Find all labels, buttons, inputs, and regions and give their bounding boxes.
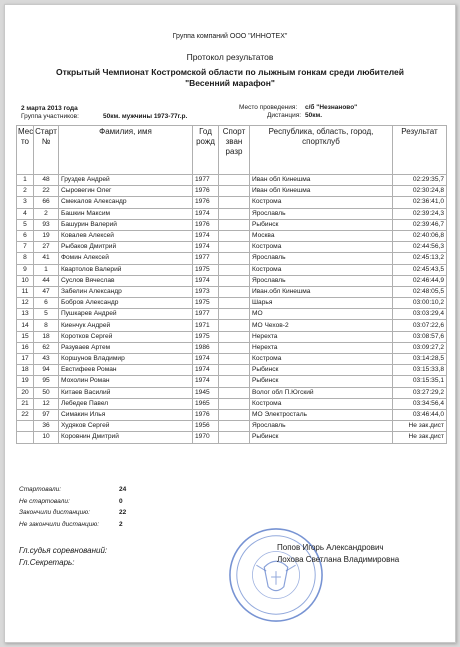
cell-place: 1 [17, 175, 34, 186]
cell-result: 03:03:29,4 [393, 309, 447, 320]
stat-not-started [19, 496, 123, 508]
cell-sport-rank [219, 365, 250, 376]
table-row [17, 432, 447, 443]
cell-name: Квартолов Валерий [59, 264, 193, 275]
cell-start-number: 8 [34, 320, 59, 331]
cell-sport-rank [219, 186, 250, 197]
cell-birth-year: 1976 [193, 186, 219, 197]
stat-label: Стартовали: [19, 486, 62, 493]
cell-start-number: 62 [34, 342, 59, 353]
table-row [17, 264, 447, 275]
cell-sport-rank [219, 219, 250, 230]
table-row [17, 298, 447, 309]
cell-birth-year: 1956 [193, 421, 219, 432]
cell-birth-year: 1974 [193, 376, 219, 387]
group-label: Группа участников: [21, 113, 79, 120]
cell-name: Симакин Илья [59, 409, 193, 420]
cell-place: 2 [17, 186, 34, 197]
table-row [17, 320, 447, 331]
cell-birth-year: 1986 [193, 342, 219, 353]
cell-sport-rank [219, 175, 250, 186]
cell-sport-rank [219, 309, 250, 320]
table-row [17, 175, 447, 186]
cell-birth-year: 1970 [193, 432, 219, 443]
cell-birth-year: 1975 [193, 264, 219, 275]
cell-sport-rank [219, 275, 250, 286]
cell-region: Кострома [250, 354, 393, 365]
col-result: Результат [393, 126, 447, 175]
cell-name: Худяков Сергей [59, 421, 193, 432]
cell-name: Башкин Максим [59, 208, 193, 219]
cell-region: Рыбинск [250, 219, 393, 230]
cell-name: Киенчук Андрей [59, 320, 193, 331]
cell-result: 02:44:56,3 [393, 242, 447, 253]
summary-stats [19, 484, 127, 530]
cell-result: 02:36:41,0 [393, 197, 447, 208]
cell-start-number: 43 [34, 354, 59, 365]
cell-region: Москва [250, 230, 393, 241]
cell-result: 03:07:22,6 [393, 320, 447, 331]
cell-result: 02:30:24,8 [393, 186, 447, 197]
event-title: Открытый Чемпионат Костромской области по лыжным гонкам среди любителей "Весенний марафон" [56, 67, 404, 88]
cell-result: 02:45:13,2 [393, 253, 447, 264]
cell-result: 03:14:28,5 [393, 354, 447, 365]
cell-name: Пушкарев Андрей [59, 309, 193, 320]
cell-name: Бобров Александр [59, 298, 193, 309]
stat-value: 0 [119, 497, 123, 505]
cell-place: 22 [17, 409, 34, 420]
cell-name: Сыровегин Олег [59, 186, 193, 197]
cell-name: Коротков Сергей [59, 331, 193, 342]
cell-result: 02:48:05,5 [393, 286, 447, 297]
cell-birth-year: 1974 [193, 242, 219, 253]
cell-start-number: 97 [34, 409, 59, 420]
cell-region: МО Чехов-2 [250, 320, 393, 331]
table-row [17, 230, 447, 241]
cell-sport-rank [219, 354, 250, 365]
cell-birth-year: 1974 [193, 365, 219, 376]
stat-label: Не стартовали: [19, 497, 70, 505]
cell-result: 02:39:46,7 [393, 219, 447, 230]
cell-birth-year: 1971 [193, 320, 219, 331]
cell-place: 21 [17, 398, 34, 409]
cell-name: Забелин Александр [59, 286, 193, 297]
cell-sport-rank [219, 208, 250, 219]
cell-birth-year: 1977 [193, 253, 219, 264]
cell-start-number: 41 [34, 253, 59, 264]
stat-started [19, 484, 127, 496]
cell-name: Коровнин Дмитрий [59, 432, 193, 443]
cell-start-number: 50 [34, 387, 59, 398]
cell-place: 19 [17, 376, 34, 387]
distance-label: Дистанция: [267, 112, 302, 119]
cell-name: Башурин Валерий [59, 219, 193, 230]
cell-region: Иван.обл Кинешма [250, 286, 393, 297]
cell-start-number: 27 [34, 242, 59, 253]
cell-sport-rank [219, 320, 250, 331]
cell-region: МО [250, 309, 393, 320]
cell-result: 03:08:57,6 [393, 331, 447, 342]
cell-region: Волог обл П.Югский [250, 387, 393, 398]
cell-name: Фомин Алексей [59, 253, 193, 264]
cell-birth-year: 1973 [193, 286, 219, 297]
protocol-heading: Протокол результатов [186, 52, 274, 62]
cell-name: Рыбаков Дмитрий [59, 242, 193, 253]
table-row [17, 421, 447, 432]
cell-place: 16 [17, 342, 34, 353]
col-region: Республика, область, город, спортклуб [250, 126, 393, 175]
cell-start-number: 1 [34, 264, 59, 275]
place-value: с/б "Незнаново" [305, 104, 358, 111]
official-stamp [227, 526, 325, 624]
cell-region: МО Электросталь [250, 409, 393, 420]
cell-region: Кострома [250, 242, 393, 253]
cell-name: Суслов Вячеслав [59, 275, 193, 286]
cell-result: 03:15:33,8 [393, 365, 447, 376]
cell-region: Ярославль [250, 208, 393, 219]
cell-result: 02:39:24,3 [393, 208, 447, 219]
col-name: Фамилия, имя [59, 126, 193, 175]
cell-region: Иван обл Кинешма [250, 175, 393, 186]
cell-result: 02:46:44,9 [393, 275, 447, 286]
cell-result: 03:00:10,2 [393, 298, 447, 309]
col-sport-rank: Спорт зван разр [219, 126, 250, 175]
cell-start-number: 19 [34, 230, 59, 241]
table-row [17, 342, 447, 353]
table-row [17, 253, 447, 264]
cell-region: Нерехта [250, 331, 393, 342]
cell-place: 4 [17, 208, 34, 219]
cell-start-number: 36 [34, 421, 59, 432]
table-row [17, 398, 447, 409]
cell-birth-year: 1976 [193, 219, 219, 230]
cell-region: Рыбинск [250, 376, 393, 387]
cell-birth-year: 1975 [193, 298, 219, 309]
cell-start-number: 12 [34, 398, 59, 409]
cell-birth-year: 1977 [193, 309, 219, 320]
cell-start-number: 95 [34, 376, 59, 387]
stat-value: 22 [119, 509, 127, 516]
cell-result: 02:29:35,7 [393, 175, 447, 186]
cell-sport-rank [219, 331, 250, 342]
cell-region: Шарья [250, 298, 393, 309]
cell-sport-rank [219, 242, 250, 253]
cell-region: Кострома [250, 398, 393, 409]
distance-value: 50км. [305, 112, 323, 119]
table-row [17, 409, 447, 420]
cell-sport-rank [219, 298, 250, 309]
table-row [17, 186, 447, 197]
col-place: Мес то [17, 126, 34, 175]
cell-start-number: 44 [34, 275, 59, 286]
table-row [17, 354, 447, 365]
cell-start-number: 18 [34, 331, 59, 342]
secretary-label: Гл.Секретарь: [19, 558, 75, 567]
table-header-row [17, 126, 447, 175]
event-date: 2 марта 2013 года [21, 105, 78, 112]
protocol-sheet [4, 4, 456, 643]
table-row [17, 387, 447, 398]
stat-label: Закончили дистанцию: [19, 509, 90, 516]
table-row [17, 208, 447, 219]
cell-start-number: 48 [34, 175, 59, 186]
cell-region: Кострома [250, 264, 393, 275]
cell-result: 03:46:44,0 [393, 409, 447, 420]
cell-birth-year: 1976 [193, 409, 219, 420]
table-row [17, 197, 447, 208]
cell-sport-rank [219, 387, 250, 398]
cell-place: 5 [17, 219, 34, 230]
cell-result: Не зак.дист [393, 421, 447, 432]
cell-result: Не зак.дист [393, 432, 447, 443]
cell-birth-year: 1974 [193, 275, 219, 286]
cell-start-number: 94 [34, 365, 59, 376]
cell-region: Нерехта [250, 342, 393, 353]
secretary-name: Лохова Светлана Владимировна [277, 555, 400, 564]
stat-value: 2 [119, 520, 123, 528]
cell-region: Ярославль [250, 421, 393, 432]
cell-name: Лебедев Павел [59, 398, 193, 409]
cell-birth-year: 1974 [193, 354, 219, 365]
cell-birth-year: 1976 [193, 197, 219, 208]
cell-name: Коршунов Владимир [59, 354, 193, 365]
cell-name: Ковалев Алексей [59, 230, 193, 241]
col-start-number: Старт № [34, 126, 59, 175]
cell-place: 12 [17, 298, 34, 309]
cell-region: Рыбинск [250, 432, 393, 443]
cell-place: 11 [17, 286, 34, 297]
cell-place: 14 [17, 320, 34, 331]
cell-place: 10 [17, 275, 34, 286]
cell-sport-rank [219, 264, 250, 275]
cell-birth-year: 1974 [193, 230, 219, 241]
table-row [17, 242, 447, 253]
cell-name: Смекалов Александр [59, 197, 193, 208]
cell-region: Ярославль [250, 275, 393, 286]
cell-sport-rank [219, 197, 250, 208]
cell-place: 20 [17, 387, 34, 398]
stat-value: 24 [119, 486, 127, 493]
cell-sport-rank [219, 398, 250, 409]
cell-result: 03:09:27,2 [393, 342, 447, 353]
cell-name: Груздев Андрей [59, 175, 193, 186]
cell-sport-rank [219, 286, 250, 297]
cell-place [17, 421, 34, 432]
judge-name: Попов Игорь Александрович [277, 543, 384, 552]
cell-place: 7 [17, 242, 34, 253]
cell-start-number: 5 [34, 309, 59, 320]
cell-start-number: 66 [34, 197, 59, 208]
cell-birth-year: 1974 [193, 208, 219, 219]
table-row [17, 331, 447, 342]
cell-name: Китаев Василий [59, 387, 193, 398]
cell-start-number: 10 [34, 432, 59, 443]
cell-start-number: 93 [34, 219, 59, 230]
table-row [17, 309, 447, 320]
cell-region: Ярославль [250, 253, 393, 264]
cell-birth-year: 1965 [193, 398, 219, 409]
table-row [17, 275, 447, 286]
cell-region: Рыбинск [250, 365, 393, 376]
stat-not-finished [19, 519, 123, 531]
results-table [16, 125, 447, 444]
cell-birth-year: 1977 [193, 175, 219, 186]
cell-place: 3 [17, 197, 34, 208]
cell-place: 18 [17, 365, 34, 376]
cell-sport-rank [219, 230, 250, 241]
place-label: Место проведения: [239, 104, 298, 111]
cell-birth-year: 1975 [193, 331, 219, 342]
cell-result: 03:27:29,2 [393, 387, 447, 398]
judge-label: Гл.судья соревнований: [19, 546, 108, 555]
cell-place: 9 [17, 264, 34, 275]
cell-sport-rank [219, 432, 250, 443]
cell-name: Мохолин Роман [59, 376, 193, 387]
table-row [17, 365, 447, 376]
cell-result: 02:40:06,8 [393, 230, 447, 241]
cell-name: Разуваев Артем [59, 342, 193, 353]
cell-sport-rank [219, 409, 250, 420]
company-name: Группа компаний ООО "ИННОТЕХ" [172, 33, 288, 40]
cell-result: 03:15:35,1 [393, 376, 447, 387]
cell-start-number: 6 [34, 298, 59, 309]
cell-start-number: 47 [34, 286, 59, 297]
cell-place [17, 432, 34, 443]
cell-place: 15 [17, 331, 34, 342]
cell-birth-year: 1945 [193, 387, 219, 398]
cell-result: 02:45:43,5 [393, 264, 447, 275]
table-row [17, 219, 447, 230]
cell-sport-rank [219, 421, 250, 432]
cell-name: Евстифеев Роман [59, 365, 193, 376]
stat-label: Не закончили дистанцию: [19, 520, 100, 528]
cell-sport-rank [219, 376, 250, 387]
table-row [17, 286, 447, 297]
cell-start-number: 2 [34, 208, 59, 219]
cell-region: Иван обл Кинешма [250, 186, 393, 197]
cell-place: 13 [17, 309, 34, 320]
cell-result: 03:34:56,4 [393, 398, 447, 409]
group-value: 50км. мужчины 1973-77г.р. [103, 113, 188, 120]
col-birth-year: Год рожд [193, 126, 219, 175]
table-row [17, 376, 447, 387]
cell-place: 6 [17, 230, 34, 241]
cell-sport-rank [219, 253, 250, 264]
cell-sport-rank [219, 342, 250, 353]
cell-region: Кострома [250, 197, 393, 208]
cell-place: 17 [17, 354, 34, 365]
stat-finished [19, 507, 127, 519]
cell-place: 8 [17, 253, 34, 264]
cell-start-number: 22 [34, 186, 59, 197]
